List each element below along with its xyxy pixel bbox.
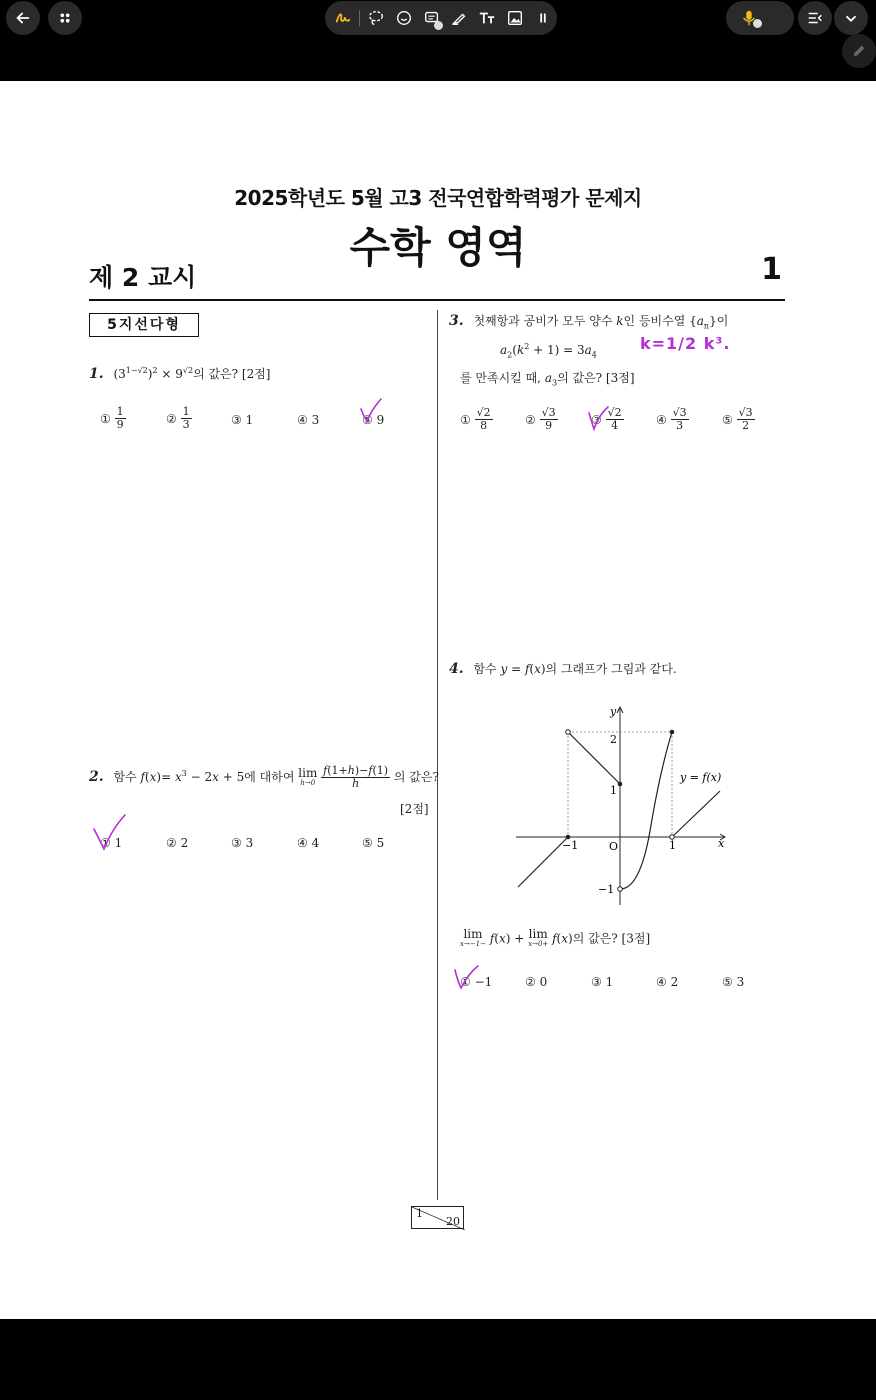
choice-5[interactable]: ⑤ 5: [362, 836, 385, 850]
question-2: 2. 함수 $f(x)= x^3 - 2x + 5$에 대하여 lim h→0 $\frac{f(1+h)-f(1)}{h}$ 의 값은?: [89, 764, 439, 790]
text-icon: [478, 9, 496, 27]
back-button[interactable]: [6, 1, 40, 35]
note-tool[interactable]: [418, 1, 446, 35]
apps-button[interactable]: [48, 1, 82, 35]
tool-separator: [359, 10, 360, 26]
mic-button[interactable]: [726, 1, 794, 35]
period-label: 제 2 교시: [89, 263, 197, 292]
header-divider: [89, 299, 785, 301]
closed-point: [670, 730, 675, 735]
choice-5[interactable]: ⑤ 3: [722, 975, 745, 989]
graph-left-segment: [518, 837, 568, 887]
more-icon: [534, 9, 552, 27]
collapse-button[interactable]: [834, 1, 868, 35]
choice-3[interactable]: ③ $\frac{√2}{4}$: [591, 406, 622, 432]
y-axis-label: y: [610, 705, 617, 718]
choice-4[interactable]: ④ $\frac{√3}{3}$: [656, 406, 687, 432]
section-label: 5지선다형: [89, 313, 199, 337]
menu-icon: [806, 9, 824, 27]
tick-label-neg1: −1: [562, 839, 579, 852]
grid-dots-icon: [56, 9, 74, 27]
text-tool[interactable]: [473, 1, 501, 35]
subject-title: 수학 영역: [349, 223, 527, 272]
choice-2[interactable]: ② 0: [525, 975, 548, 989]
choice-3[interactable]: ③ 3: [231, 836, 254, 850]
choice-5[interactable]: ⑤ 9: [362, 413, 385, 427]
menu-button[interactable]: [798, 1, 832, 35]
highlighter-icon: [450, 9, 468, 27]
lock-badge-icon: [434, 21, 443, 30]
image-icon: [506, 9, 524, 27]
choice-4[interactable]: ④ 3: [297, 413, 320, 427]
choice-1[interactable]: ① $\frac{1}{9}$: [100, 405, 124, 431]
lasso-icon: [367, 9, 385, 27]
graph-label: y = f(x): [680, 771, 722, 784]
choice-1[interactable]: ① $\frac{√2}{8}$: [460, 406, 491, 432]
closed-point: [618, 782, 623, 787]
handwritten-note: k=1/2 k³.: [640, 334, 731, 353]
top-toolbar: [0, 0, 876, 81]
choice-1[interactable]: ① −1: [460, 975, 493, 989]
choice-1[interactable]: ① 1: [100, 836, 123, 850]
tick-label-2: 2: [610, 733, 617, 746]
x-axis-label: x: [718, 837, 725, 850]
chevron-down-icon: [842, 9, 860, 27]
arrow-left-icon: [14, 9, 32, 27]
sticker-tool[interactable]: [390, 1, 418, 35]
origin-label: O: [609, 840, 619, 853]
exam-page[interactable]: [0, 81, 876, 1319]
image-tool[interactable]: [501, 1, 529, 35]
graph-curve: [620, 732, 672, 889]
current-page: 1: [416, 1207, 423, 1220]
graph-right-segment: [672, 791, 720, 837]
open-point: [566, 730, 571, 735]
question-number: 2.: [89, 769, 104, 785]
choice-2[interactable]: ② $\frac{√3}{9}$: [525, 406, 556, 432]
question-3-ask: 를 만족시킬 때, $a_3$의 값은? [3점]: [460, 371, 635, 388]
choice-3[interactable]: ③ 1: [231, 413, 254, 427]
tick-label-y-neg1: −1: [598, 883, 615, 896]
choice-3[interactable]: ③ 1: [591, 975, 614, 989]
question-1-expression: $(3^{1-√2})^2 \times 9^{√2}$: [113, 366, 194, 381]
sticker-icon: [395, 9, 413, 27]
tick-label-1: 1: [610, 784, 617, 797]
lasso-tool[interactable]: [362, 1, 390, 35]
question-number: 4.: [449, 661, 464, 677]
column-divider: [437, 310, 438, 1200]
quick-pen-button[interactable]: [842, 34, 876, 68]
question-1: [89, 365, 271, 382]
question-4-ask: lim x→−1− f(x) + lim x→0+ f(x)의 값은? [3점]: [460, 927, 651, 948]
page-number: 1: [761, 252, 782, 287]
question-4: 4. 함수 y = f(x)의 그래프가 그림과 같다.: [449, 661, 677, 677]
question-1-suffix: 의 값은? [2점]: [193, 367, 271, 381]
pen-icon: [334, 9, 352, 27]
pen-tool[interactable]: [329, 1, 357, 35]
question-3: 3. 첫째항과 공비가 모두 양수 k인 등비수열 $\{a_n\}$이: [449, 313, 729, 331]
question-number: 1.: [89, 366, 104, 382]
limit-expression: lim h→0: [298, 765, 318, 787]
choice-4[interactable]: ④ 4: [297, 836, 320, 850]
open-point: [618, 887, 623, 892]
question-3-equation: $a_2(k^2 + 1) = 3a_4$: [500, 342, 597, 360]
total-pages: 20: [446, 1215, 460, 1228]
tick-label-x1: 1: [669, 839, 676, 852]
choice-5[interactable]: ⑤ $\frac{√3}{2}$: [722, 406, 753, 432]
lock-badge-icon: [753, 19, 762, 28]
choice-4[interactable]: ④ 2: [656, 975, 679, 989]
exam-title: 2025학년도 5월 고3 전국연합학력평가 문제지: [234, 186, 642, 210]
bottom-margin: [0, 1319, 876, 1400]
question-2-function: f: [140, 770, 145, 784]
pencil-icon: [850, 42, 868, 60]
highlighter-tool[interactable]: [446, 1, 474, 35]
more-tool[interactable]: [529, 1, 557, 35]
question-number: 3.: [449, 313, 464, 329]
page-counter: [411, 1206, 464, 1229]
tool-pill: [325, 1, 557, 35]
choice-2[interactable]: ② 2: [166, 836, 189, 850]
question-2-points: [2점]: [400, 802, 429, 816]
choice-2[interactable]: ② $\frac{1}{3}$: [166, 405, 190, 431]
function-graph: [510, 701, 730, 911]
